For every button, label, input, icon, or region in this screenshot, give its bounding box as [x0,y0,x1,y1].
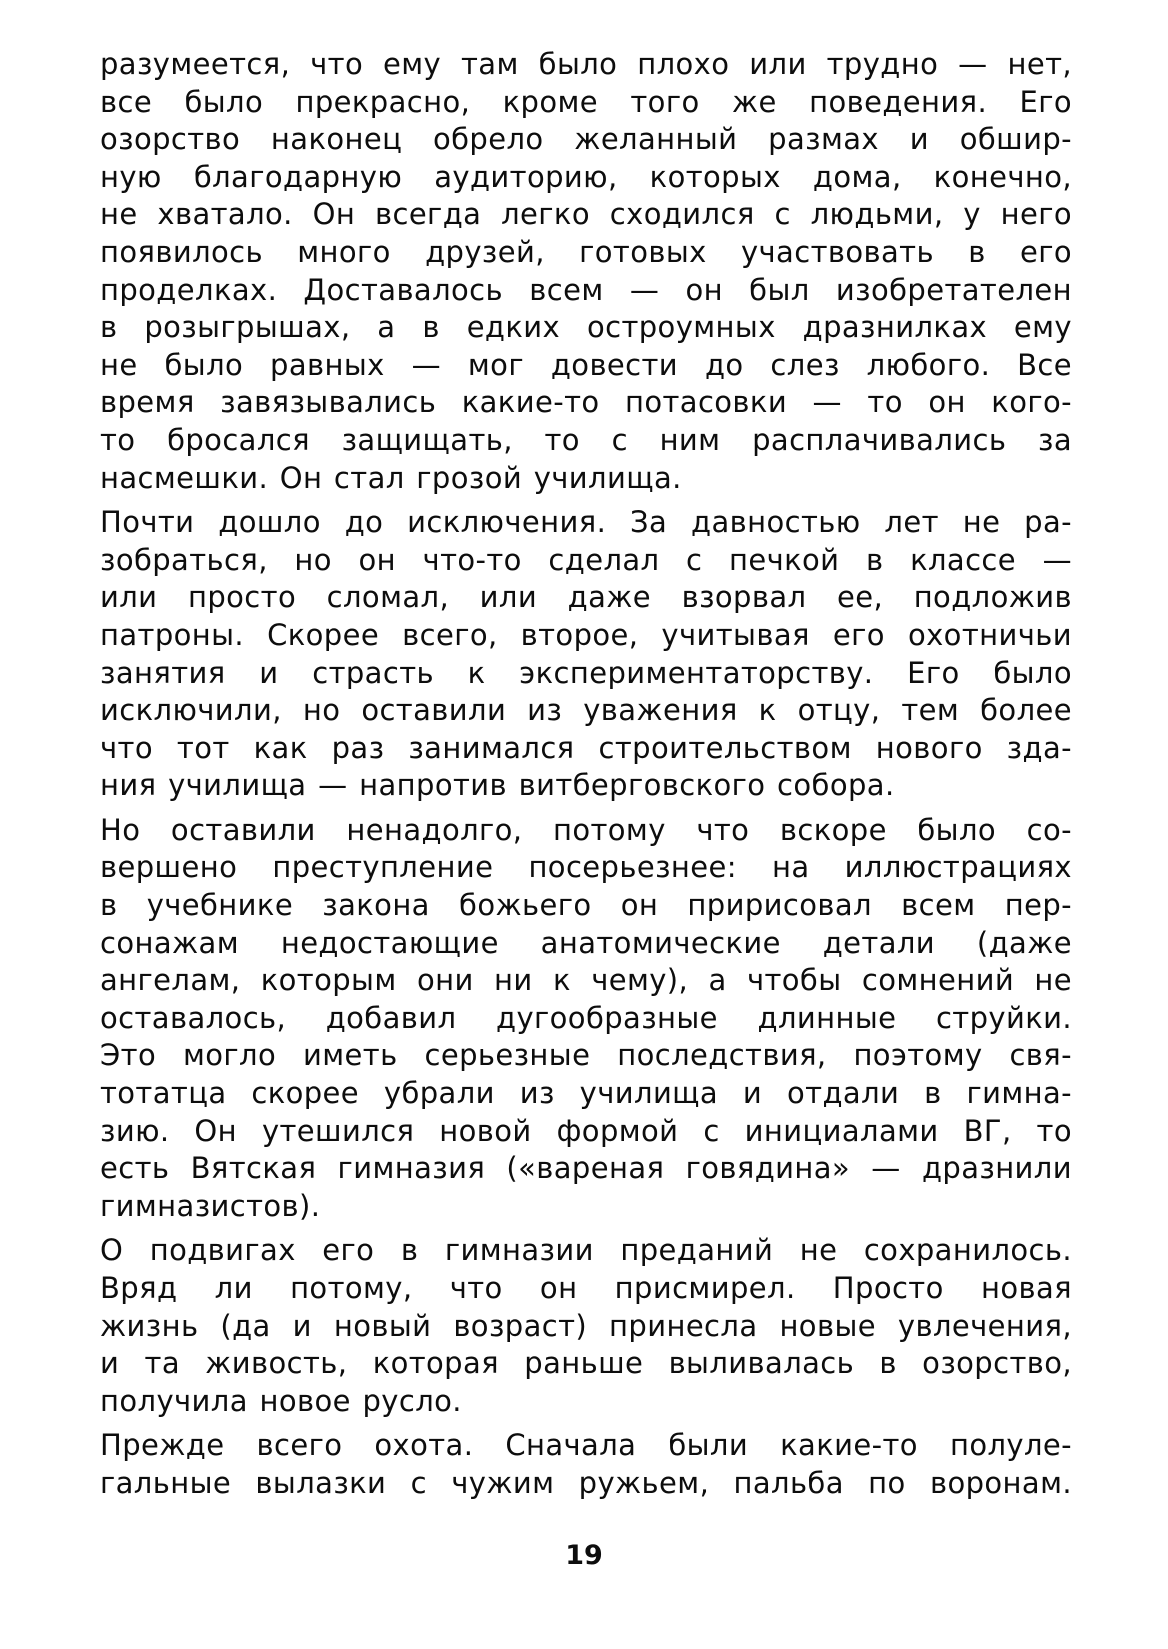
text-line: ангелам, которым они ни к чему), а чтобы сомнений не [100,963,1072,998]
paragraph-1 [100,46,1072,497]
page-number: 19 [565,1540,603,1571]
text-line: не было равных — мог довести до слез любого. Все [100,347,1072,382]
text-line: то бросался защищать, то с ним расплачивались за [100,422,1072,457]
page-body [100,46,1072,1510]
text-line: или просто сломал, или даже взорвал ее, подложив [100,580,1072,615]
text-line: Вряд ли потому, что он присмирел. Просто новая [100,1271,1072,1305]
paragraph-2 [100,504,1072,805]
text-line: ную благодарную аудиторию, которых дома, конечно, [100,159,1072,194]
text-line: озорство наконец обрело желанный размах и обшир- [100,122,1072,157]
text-line: патроны. Скорее всего, второе, учитывая его охотничьи [100,617,1072,652]
text-line: получила новое русло. [100,1383,462,1418]
text-line: гальные вылазки с чужим ружьем, пальба по воронам. [100,1465,1072,1500]
text-line: занятия и страсть к экспериментаторству. Его было [100,655,1072,690]
text-line: время завязывались какие-то потасовки — то он кого- [100,385,1072,420]
text-line: что тот как раз занимался строительством нового зда- [100,730,1072,765]
text-line: насмешки. Он стал грозой училища. [100,460,682,495]
text-line: есть Вятская гимназия («вареная говядина» — дразнили [100,1151,1072,1186]
text-line: тотатца скорее убрали из училища и отдали в гимна- [100,1076,1072,1111]
text-line: Но оставили ненадолго, потому что вскоре было со- [100,812,1072,847]
text-line: зобраться, но он что-то сделал с печкой в классе — [100,542,1072,577]
text-line: Почти дошло до исключения. За давностью лет не ра- [100,505,1072,540]
text-line: гимназистов). [100,1188,321,1223]
text-line: сонажам недостающие анатомические детали (даже [100,925,1072,960]
text-line: проделках. Доставалось всем — он был изобретателен [100,272,1072,307]
text-line: в розыгрышах, а в едких остроумных дразнилках ему [100,310,1072,345]
text-line: разумеется, что ему там было плохо или трудно — нет, [100,47,1072,81]
text-line: не хватало. Он всегда легко сходился с людьми, у него [100,197,1072,232]
paragraph-4 [100,1232,1072,1420]
text-line: оставалось, добавил дугообразные длинные струйки. [100,1000,1072,1035]
text-line: жизнь (да и новый возраст) принесла новые увлечения, [100,1308,1072,1343]
text-line: в учебнике закона божьего он пририсовал всем пер- [100,888,1072,923]
paragraph-5 [100,1427,1072,1502]
text-line: зию. Он утешился новой формой с инициалами ВГ, то [100,1113,1072,1148]
text-line: О подвигах его в гимназии преданий не сохранилось. [100,1233,1072,1268]
text-line: ния училища — напротив витберговского собора. [100,768,895,803]
text-line: Это могло иметь серьезные последствия, поэтому свя- [100,1038,1072,1073]
text-line: Прежде всего охота. Сначала были какие-то полуле- [100,1428,1072,1463]
text-line: и та живость, которая раньше выливалась в озорство, [100,1346,1072,1381]
text-line: исключили, но оставили из уважения к отцу, тем более [100,693,1072,728]
text-line: появилось много друзей, готовых участвовать в его [100,234,1072,269]
text-line: все было прекрасно, кроме того же поведения. Его [100,84,1072,119]
paragraph-3 [100,812,1072,1226]
text-line: вершено преступление посерьезнее: на иллюстрациях [100,850,1072,885]
